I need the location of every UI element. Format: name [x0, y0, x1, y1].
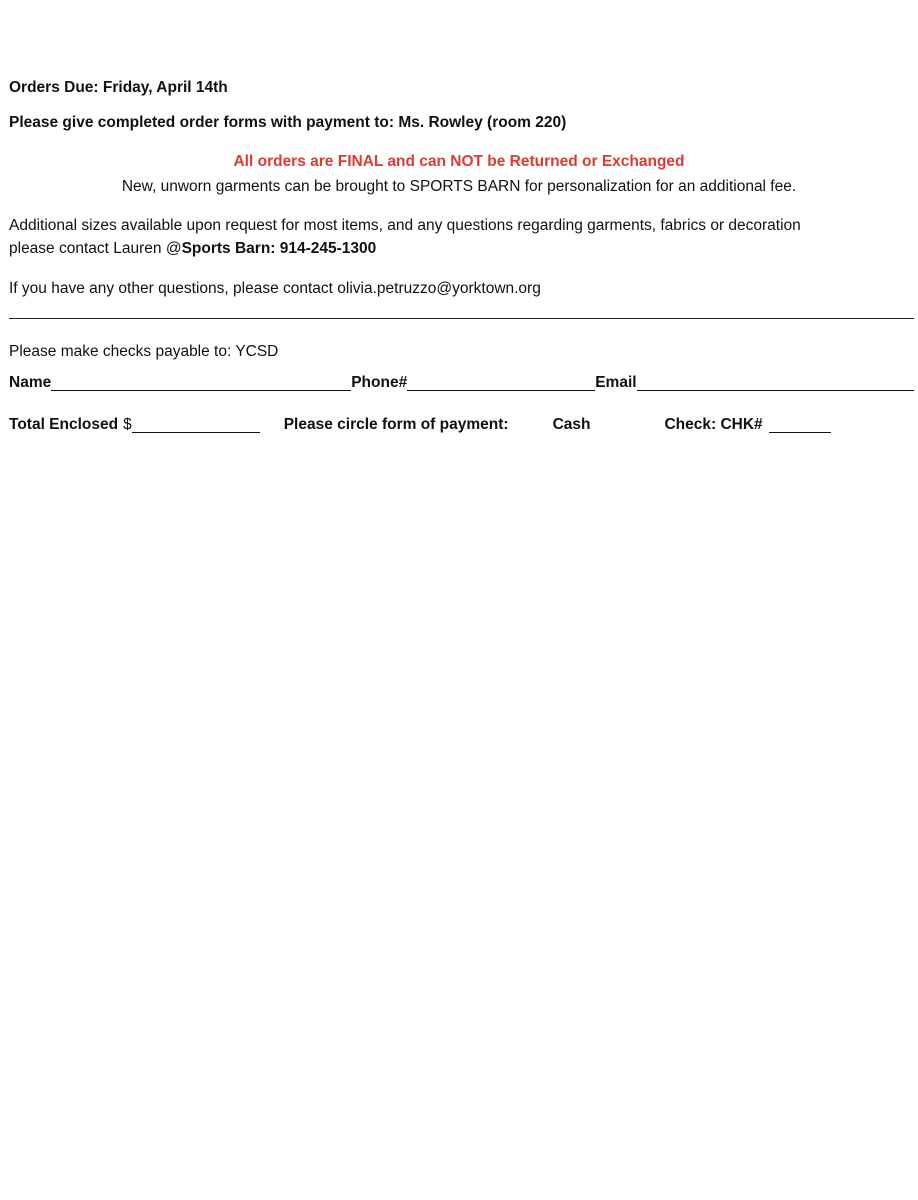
phone-label: Phone#	[351, 374, 408, 391]
currency-symbol: $	[123, 416, 132, 433]
name-label: Name	[9, 374, 52, 391]
contact-fields-row	[9, 372, 914, 394]
email-field[interactable]	[637, 373, 914, 391]
other-questions-text: If you have any other questions, please contact olivia.petruzzo@yorktown.org	[9, 280, 541, 297]
check-option[interactable]: Check: CHK#	[664, 416, 763, 433]
email-label: Email	[595, 374, 637, 391]
additional-sizes-text: Additional sizes available upon request for most items, and any questions regarding garments, fabrics or decoration	[9, 217, 801, 234]
cash-option[interactable]: Cash	[552, 416, 591, 433]
contact-lauren-prefix: please contact Lauren @	[9, 240, 182, 257]
total-enclosed-label: Total Enclosed	[9, 416, 119, 433]
circle-payment-label: Please circle form of payment:	[283, 416, 509, 433]
checks-payable-text: Please make checks payable to: YCSD	[9, 343, 279, 360]
phone-field[interactable]	[407, 373, 595, 391]
orders-due-text: Orders Due: Friday, April 14th	[9, 79, 228, 96]
personalization-note-text: New, unworn garments can be brought to SPORTS BARN for personalization for an additional fee.	[121, 178, 797, 195]
check-number-field[interactable]	[769, 415, 831, 433]
give-forms-text: Please give completed order forms with payment to: Ms. Rowley (room 220)	[9, 114, 567, 131]
sports-barn-phone: Sports Barn: 914-245-1300	[181, 240, 377, 257]
total-enclosed-field[interactable]	[132, 415, 260, 433]
final-notice-text: All orders are FINAL and can NOT be Returned or Exchanged	[233, 153, 685, 170]
contact-lauren-text	[9, 238, 376, 260]
name-field[interactable]	[51, 373, 351, 391]
payment-row	[9, 414, 914, 436]
section-divider	[9, 318, 914, 319]
